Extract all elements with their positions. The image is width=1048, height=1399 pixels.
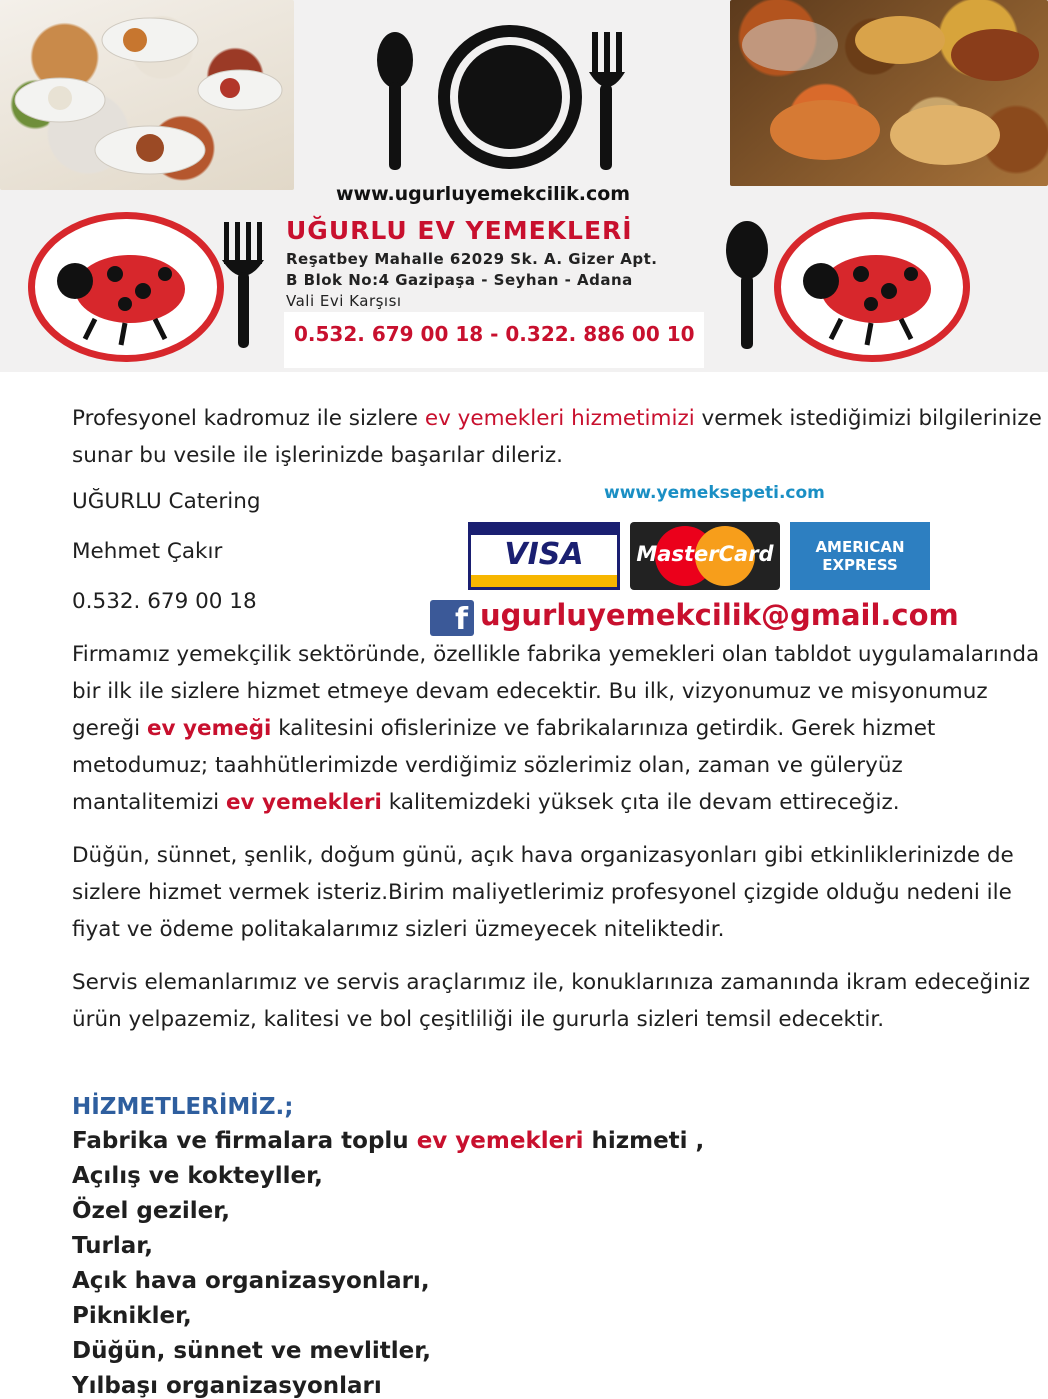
about-text-c: kalitesini ofislerinize ve fabrikalarınıza getirdik. Gerek hizmet metodumuz; taahhütlerimizde verdiğimiz sözlerimiz olan, zaman ve güleryüz mantalitemizi [72, 716, 936, 815]
facebook-icon[interactable]: f [430, 600, 474, 636]
services-title: HİZMETLERİMİZ.; [72, 1094, 294, 1120]
intro-highlight: ev yemekleri hizmetimizi [424, 406, 695, 431]
about-paragraph-2: Düğün, sünnet, şenlik, doğum günü, açık hava organizasyonları gibi etkinliklerinizde de sizlere hizmet vermek isteriz.Birim maliyetlerimiz profesyonel çizgide olduğu nedeni ile fiyat ve ödeme politakalarımız sizleri üzmeyecek niteliktedir. [72, 843, 1014, 942]
service-first-text-a: Fabrika ve firmalara toplu [72, 1128, 417, 1154]
mastercard-logo [630, 522, 780, 590]
address-line-2: B Blok No:4 Gazipaşa - Seyhan - Adana [286, 271, 633, 289]
header-phones: 0.532. 679 00 18 - 0.322. 886 00 10 [294, 322, 695, 346]
contact-phone: 0.532. 679 00 18 [72, 589, 257, 614]
service-item: Turlar, [72, 1233, 153, 1259]
company-name: UĞURLU Catering [72, 489, 261, 514]
service-item: Özel geziler, [72, 1198, 230, 1224]
service-first-highlight: ev yemekleri [416, 1128, 584, 1154]
site-url[interactable]: www.ugurluyemekcilik.com [336, 183, 631, 205]
about-highlight-2: ev yemekleri [225, 790, 382, 815]
fork-icon-left [222, 220, 266, 350]
yemeksepeti-link[interactable]: www.yemeksepeti.com [604, 483, 825, 503]
visa-card-logo [468, 522, 620, 590]
email-address[interactable]: ugurluyemekcilik@gmail.com [480, 598, 959, 632]
plate-cutlery-icon [370, 22, 650, 172]
service-item: Yılbaşı organizasyonları [72, 1373, 382, 1399]
intro-text-2: vermek istediğimizi bilgilerinize sunar bu vesile ile işlerinizde başarılar dileriz. [72, 406, 1042, 468]
address-line-3: Vali Evi Karşısı [286, 292, 402, 310]
address-line-1: Reşatbey Mahalle 62029 Sk. A. Gizer Apt. [286, 250, 658, 268]
about-highlight-1: ev yemeği [146, 716, 272, 741]
spoon-icon-right [722, 220, 772, 350]
contact-person: Mehmet Çakır [72, 539, 223, 564]
amex-label: AMERICAN EXPRESS [815, 538, 905, 574]
brand-title: UĞURLU EV YEMEKLERİ [286, 216, 633, 245]
service-item: Piknikler, [72, 1303, 192, 1329]
service-first-text-c: hizmeti , [583, 1128, 705, 1154]
mastercard-label: MasterCard [636, 542, 774, 566]
about-paragraph-3: Servis elemanlarımız ve servis araçlarımız ile, konuklarınıza zamanında ikram edeceğiniz ürün yelpazemiz, kalitesi ve bol çeşitliliği ile gururla sizleri temsil edecektir. [72, 970, 1030, 1032]
intro-paragraph [72, 400, 1044, 474]
about-text-a: Firmamız yemekçilik sektöründe, özellikle fabrika yemekleri olan tabldot uygulamalarında bir ilk ile sizlere hizmet etmeye devam edecektir. Bu ilk, vizyonumuz ve misyonumuz gereği [72, 642, 1040, 741]
food-photo-right [730, 0, 1048, 186]
ladybug-logo-left [28, 212, 224, 362]
food-photo-left [0, 0, 294, 190]
service-item: Açılış ve kokteyller, [72, 1163, 323, 1189]
visa-label: VISA [504, 537, 584, 572]
about-paragraph-1 [72, 636, 1044, 821]
service-item-first [72, 1128, 704, 1154]
service-item: Açık hava organizasyonları, [72, 1268, 430, 1294]
service-item: Düğün, sünnet ve mevlitler, [72, 1338, 431, 1364]
amex-card-logo [790, 522, 930, 590]
intro-text-1: Profesyonel kadromuz ile sizlere [72, 406, 425, 431]
header-banner [0, 0, 1048, 372]
about-text-e: kalitemizdeki yüksek çıta ile devam ettireceğiz. [381, 790, 900, 815]
ladybug-logo-right [774, 212, 970, 362]
